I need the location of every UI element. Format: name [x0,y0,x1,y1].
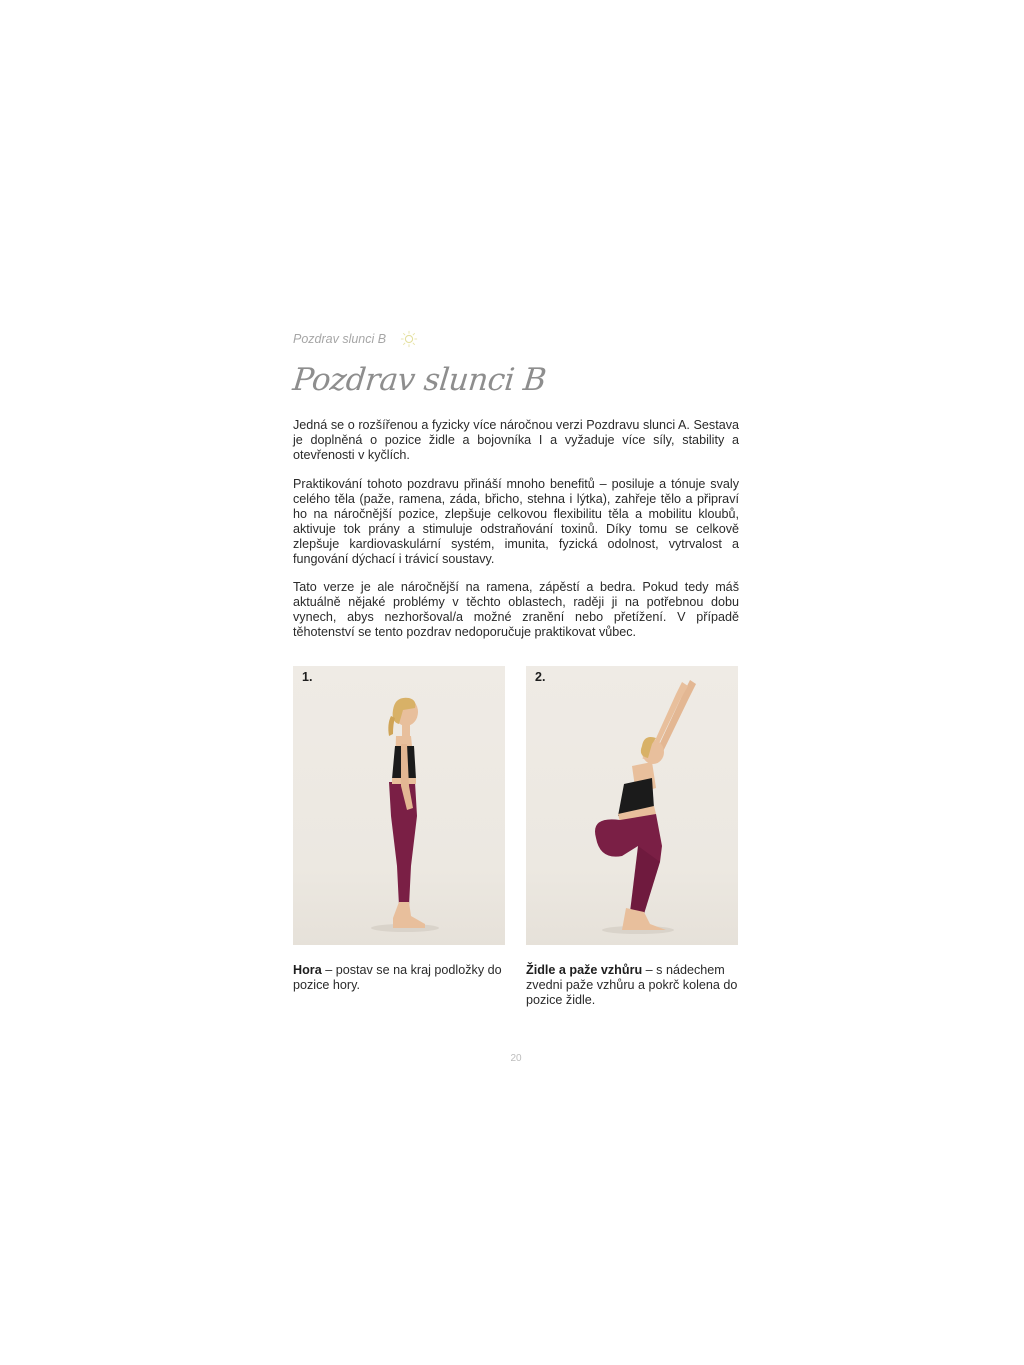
mountain-pose-photo [293,666,505,945]
step-number: 1. [302,670,313,684]
mountain-pose-figure [293,666,505,945]
running-head [293,330,418,348]
step-number: 2. [535,670,546,684]
chair-pose-photo [526,666,738,945]
page-title: Pozdrav slunci B [291,362,548,398]
step-caption-mountain [293,963,505,993]
pose-description: – postav se na kraj podložky do pozice hory. [293,963,502,992]
chair-pose-figure [526,666,738,945]
running-head-text: Pozdrav slunci B [293,332,387,346]
sun-ornament-icon [400,330,418,348]
benefits-paragraph: Praktikování tohoto pozdravu přináší mnoho benefitů – posiluje a tónuje svaly celého těla (paže, ramena, záda, břicho, stehna i lýtka), zahřeje tělo a připraví ho na náročnější pozice, zlepšuje celkovou flexibilitu těla a mobilitu kloubů, aktivuje tok prány a stimuluje odstraňování toxinů. Díky tomu se celkově zlepšuje kardiovaskulární systém, imunita, fyzická odolnost, vytrvalost a fungování dýchací i trávicí soustavy. [293,477,739,566]
page-number: 20 [510,1053,522,1064]
pose-description: – s nádechem zvedni paže vzhůru a pokrč kolena do pozice židle. [526,963,738,1007]
pose-name: Židle a paže vzhůru [526,963,643,977]
warning-paragraph: Tato verze je ale náročnější na ramena, zápěstí a bedra. Pokud tedy máš aktuálně nějaké problémy v těchto oblastech, raději ji na potřebnou dobu vynech, abys nezhoršoval/a možné zranění nebo přetížení. V případě těhotenství se tento pozdrav nedoporučuje praktikovat vůbec. [293,580,739,639]
intro-paragraph: Jedná se o rozšířenou a fyzicky více náročnou verzi Pozdravu slunci A. Sestava je doplněná o pozice židle a bojovníka I a vyžaduje více síly, stability a otevřenosti v kyčlích. [293,418,739,462]
step-caption-chair [526,963,738,1008]
pose-name: Hora [293,963,322,977]
